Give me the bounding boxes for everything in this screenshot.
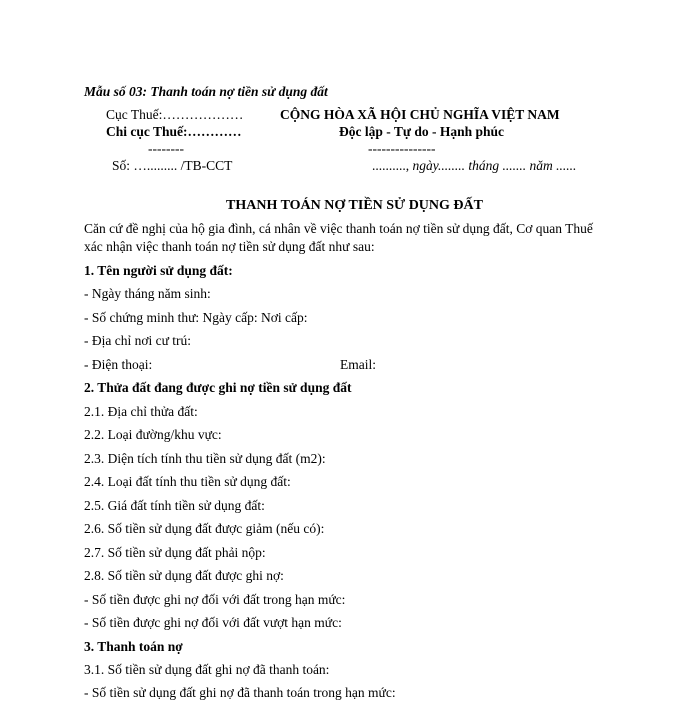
intro-line-2: xác nhận việc thanh toán nợ tiền sử dụng đất như sau:: [84, 239, 375, 254]
field-birth-date: - Ngày tháng năm sinh:: [84, 286, 211, 301]
left-divider: --------: [148, 141, 184, 156]
right-divider: ---------------: [368, 141, 436, 156]
national-title: CỘNG HÒA XÃ HỘI CHỦ NGHĨA VIỆT NAM: [280, 107, 560, 122]
section-2-item: 2.5. Giá đất tính tiền sử dụng đất:: [84, 498, 265, 513]
document-title: THANH TOÁN NỢ TIỀN SỬ DỤNG ĐẤT: [226, 198, 483, 213]
section-2-item: 2.7. Số tiền sử dụng đất phải nộp:: [84, 545, 266, 560]
form-label: Mẫu số 03: Thanh toán nợ tiền sử dụng đất: [84, 84, 328, 99]
section-2-item: 2.8. Số tiền sử dụng đất được ghi nợ:: [84, 568, 284, 583]
section-3-heading: 3. Thanh toán nợ: [84, 639, 183, 654]
section-2-item: 2.1. Địa chỉ thửa đất:: [84, 404, 198, 419]
field-address: - Địa chỉ nơi cư trú:: [84, 333, 192, 348]
field-email: Email:: [340, 357, 376, 372]
section-1-heading: 1. Tên người sử dụng đất:: [84, 263, 233, 278]
tax-subdepartment-line: Chi cục Thuế:…………: [106, 124, 242, 139]
document-number: Số: …......... /TB-CCT: [112, 158, 233, 173]
section-3-item: - Số tiền sử dụng đất ghi nợ đã thanh toán trong hạn mức:: [84, 685, 396, 700]
national-motto: Độc lập - Tự do - Hạnh phúc: [339, 124, 505, 139]
date-line: [372, 158, 576, 174]
field-phone: - Điện thoại:: [84, 357, 153, 372]
intro-line-1: Căn cứ đề nghị của hộ gia đình, cá nhân về việc thanh toán nợ tiền sử dụng đất, Cơ quan Thuế: [84, 221, 593, 236]
field-id-card: - Số chứng minh thư: Ngày cấp: Nơi cấp:: [84, 310, 308, 325]
section-2-item: 2.6. Số tiền sử dụng đất được giảm (nếu có):: [84, 521, 325, 536]
date-place: ..........,: [372, 158, 410, 173]
section-2-item: 2.3. Diện tích tính thu tiền sử dụng đất (m2):: [84, 451, 326, 466]
section-2-item: 2.4. Loại đất tính thu tiền sử dụng đất:: [84, 474, 291, 489]
section-2-item: - Số tiền được ghi nợ đối với đất trong hạn mức:: [84, 592, 346, 607]
section-2-item: - Số tiền được ghi nợ đối với đất vượt hạn mức:: [84, 615, 342, 630]
section-2-heading: 2. Thửa đất đang được ghi nợ tiền sử dụng đất: [84, 380, 352, 395]
section-2-item: 2.2. Loại đường/khu vực:: [84, 427, 222, 442]
section-3-item: 3.1. Số tiền sử dụng đất ghi nợ đã thanh toán:: [84, 662, 330, 677]
date-fields: ngày........ tháng ....... năm ......: [409, 158, 577, 173]
tax-department-line: Cục Thuế:………………: [106, 107, 244, 122]
